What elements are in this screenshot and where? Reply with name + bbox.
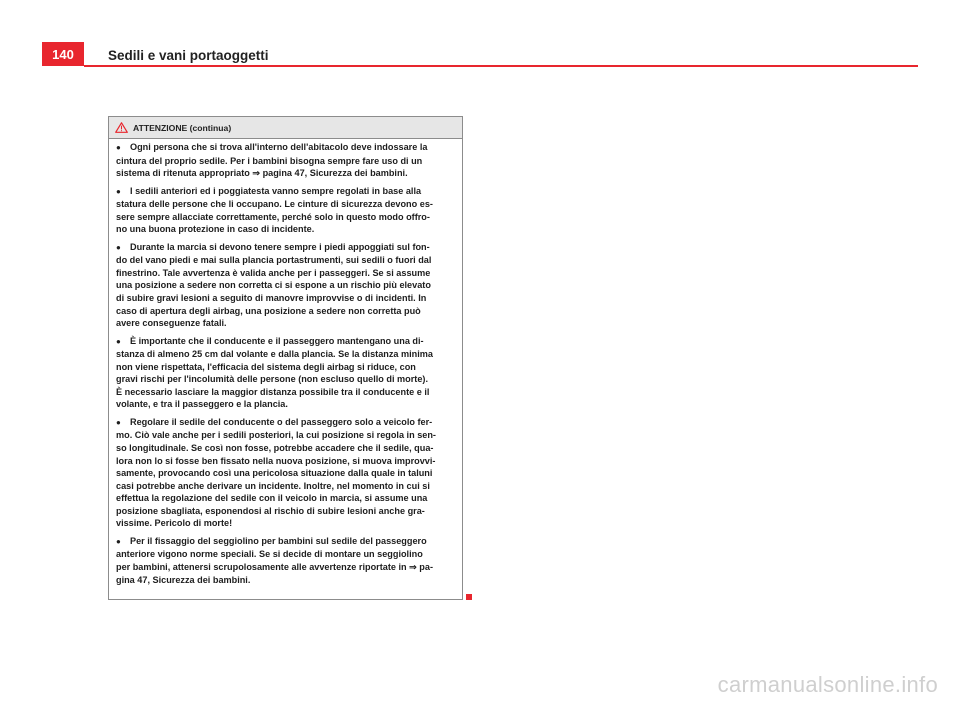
bullet-icon: ● [116, 536, 121, 546]
line-text: Ogni persona che si trova all'interno dell'abitacolo deve indossare la [130, 142, 428, 152]
warning-item-line [116, 505, 457, 518]
warning-item-line [116, 254, 457, 267]
warning-item-line [116, 241, 457, 255]
line-text: Durante la marcia si devono tenere sempre i piedi appoggiati sul fon- [130, 241, 430, 252]
warning-item-line [116, 492, 457, 505]
line-text: do del vano piedi e mai sulla plancia portastrumenti, sui sedili o fuori dal [116, 255, 432, 266]
warning-item-line [116, 155, 457, 168]
warning-item-line [116, 398, 457, 411]
watermark: carmanualsonline.info [717, 672, 938, 697]
section-end-marker [466, 594, 472, 600]
line-text: mo. Ciò vale anche per i sedili posteriori, la cui posizione si regola in sen- [116, 430, 436, 441]
warning-triangle-icon [115, 122, 128, 133]
line-text: stanza di almeno 25 cm dal volante e dalla plancia. Se la distanza minima [116, 349, 433, 360]
warning-item-line [116, 429, 457, 442]
line-text: effettua la regolazione del sedile con il veicolo in marcia, si assume una [116, 493, 428, 504]
line-text: volante, e tra il passeggero e la plancia. [116, 399, 288, 410]
warning-item-line [116, 455, 457, 468]
line-text: È necessario lasciare la maggior distanza possibile tra il conducente e il [116, 386, 430, 397]
bullet-icon: ● [116, 186, 121, 196]
line-text: Per il fissaggio del seggiolino per bambini sul sedile del passeggero [130, 535, 427, 546]
line-text: cintura del proprio sedile. Per i bambini bisogna sempre fare uso di un [116, 155, 423, 166]
warning-item [116, 185, 457, 236]
line-text: finestrino. Tale avvertenza è valida anche per i passeggeri. Se si assume [116, 267, 431, 278]
warning-item [116, 416, 457, 530]
warning-item-line [116, 141, 457, 155]
warning-item-line [116, 185, 457, 199]
line-text: lora non lo si fosse ben fissato nella nuova posizione, si muova improvvi- [116, 455, 436, 466]
warning-item-line [116, 167, 457, 180]
warning-box [108, 116, 463, 600]
line-text: so longitudinale. Se così non fosse, potrebbe accadere che il sedile, qua- [116, 443, 434, 454]
warning-item-line [116, 561, 457, 574]
warning-item [116, 141, 457, 180]
line-text: I sedili anteriori ed i poggiatesta vanno sempre regolati in base alla [130, 185, 422, 196]
warning-item [116, 535, 457, 586]
line-text: casi potrebbe anche derivare un incidente. Inoltre, nel momento in cui si [116, 480, 430, 491]
warning-item-line [116, 317, 457, 330]
line-text: caso di apertura degli airbag, una posizione a sedere non corretta può [116, 305, 421, 316]
warning-item-line [116, 292, 457, 305]
line-text: no una buona protezione in caso di incidente. [116, 224, 315, 235]
bullet-icon: ● [116, 143, 121, 152]
warning-item-line [116, 535, 457, 549]
page-number: 140 [42, 42, 84, 66]
warning-item-line [116, 305, 457, 318]
warning-body [109, 139, 462, 586]
line-text: anteriore vigono norme speciali. Se si decide di montare un seggiolino [116, 549, 423, 560]
warning-title: ATTENZIONE (continua) [133, 122, 232, 133]
warning-item-line [116, 267, 457, 280]
line-text: una posizione a sedere non corretta ci si espone a un rischio più elevato [116, 280, 431, 291]
bullet-icon: ● [116, 336, 121, 346]
warning-item-line [116, 279, 457, 292]
line-text: gina 47, Sicurezza dei bambini. [116, 574, 251, 585]
line-text: sistema di ritenuta appropriato ⇒ pagina 47, Sicurezza dei bambini. [116, 168, 408, 179]
warning-item-line [116, 480, 457, 493]
warning-item-line [116, 361, 457, 374]
line-text: È importante che il conducente e il passeggero mantengano una di- [130, 335, 424, 346]
warning-item-line [116, 517, 457, 530]
line-text: gravi rischi per l'incolumità delle persone (non escluso quello di morte). [116, 374, 428, 385]
warning-item-line [116, 467, 457, 480]
warning-item-line [116, 386, 457, 399]
warning-item [116, 241, 457, 330]
line-text: statura delle persone che li occupano. Le cinture di sicurezza devono es- [116, 199, 433, 210]
line-text: samente, provocando così una pericolosa situazione dalla quale in taluni [116, 468, 433, 479]
warning-header [109, 117, 462, 139]
header-divider [84, 65, 918, 67]
line-text: posizione sbagliata, esponendosi al rischio di subire lesioni anche gra- [116, 505, 425, 516]
warning-item [116, 335, 457, 411]
warning-item-line [116, 335, 457, 349]
bullet-icon: ● [116, 242, 121, 252]
warning-item-line [116, 416, 457, 430]
warning-item-line [116, 348, 457, 361]
line-text: non viene rispettata, l'efficacia del sistema degli airbag si riduce, con [116, 361, 416, 372]
warning-item-line [116, 574, 457, 587]
warning-item-line [116, 211, 457, 224]
warning-item-line [116, 548, 457, 561]
warning-item-line [116, 223, 457, 236]
section-title: Sedili e vani portaoggetti [108, 48, 269, 63]
line-text: di subire gravi lesioni a seguito di manovre improvvise o di incidenti. In [116, 293, 427, 304]
bullet-icon: ● [116, 417, 121, 427]
line-text: per bambini, attenersi scrupolosamente alle avvertenze riportate in ⇒ pa- [116, 561, 433, 572]
line-text: vissime. Pericolo di morte! [116, 518, 233, 529]
line-text: sere sempre allacciate correttamente, perché solo in questo modo offro- [116, 211, 430, 222]
warning-item-line [116, 373, 457, 386]
warning-item-line [116, 442, 457, 455]
line-text: Regolare il sedile del conducente o del passeggero solo a veicolo fer- [130, 416, 433, 427]
warning-item-line [116, 198, 457, 211]
line-text: avere conseguenze fatali. [116, 318, 227, 329]
